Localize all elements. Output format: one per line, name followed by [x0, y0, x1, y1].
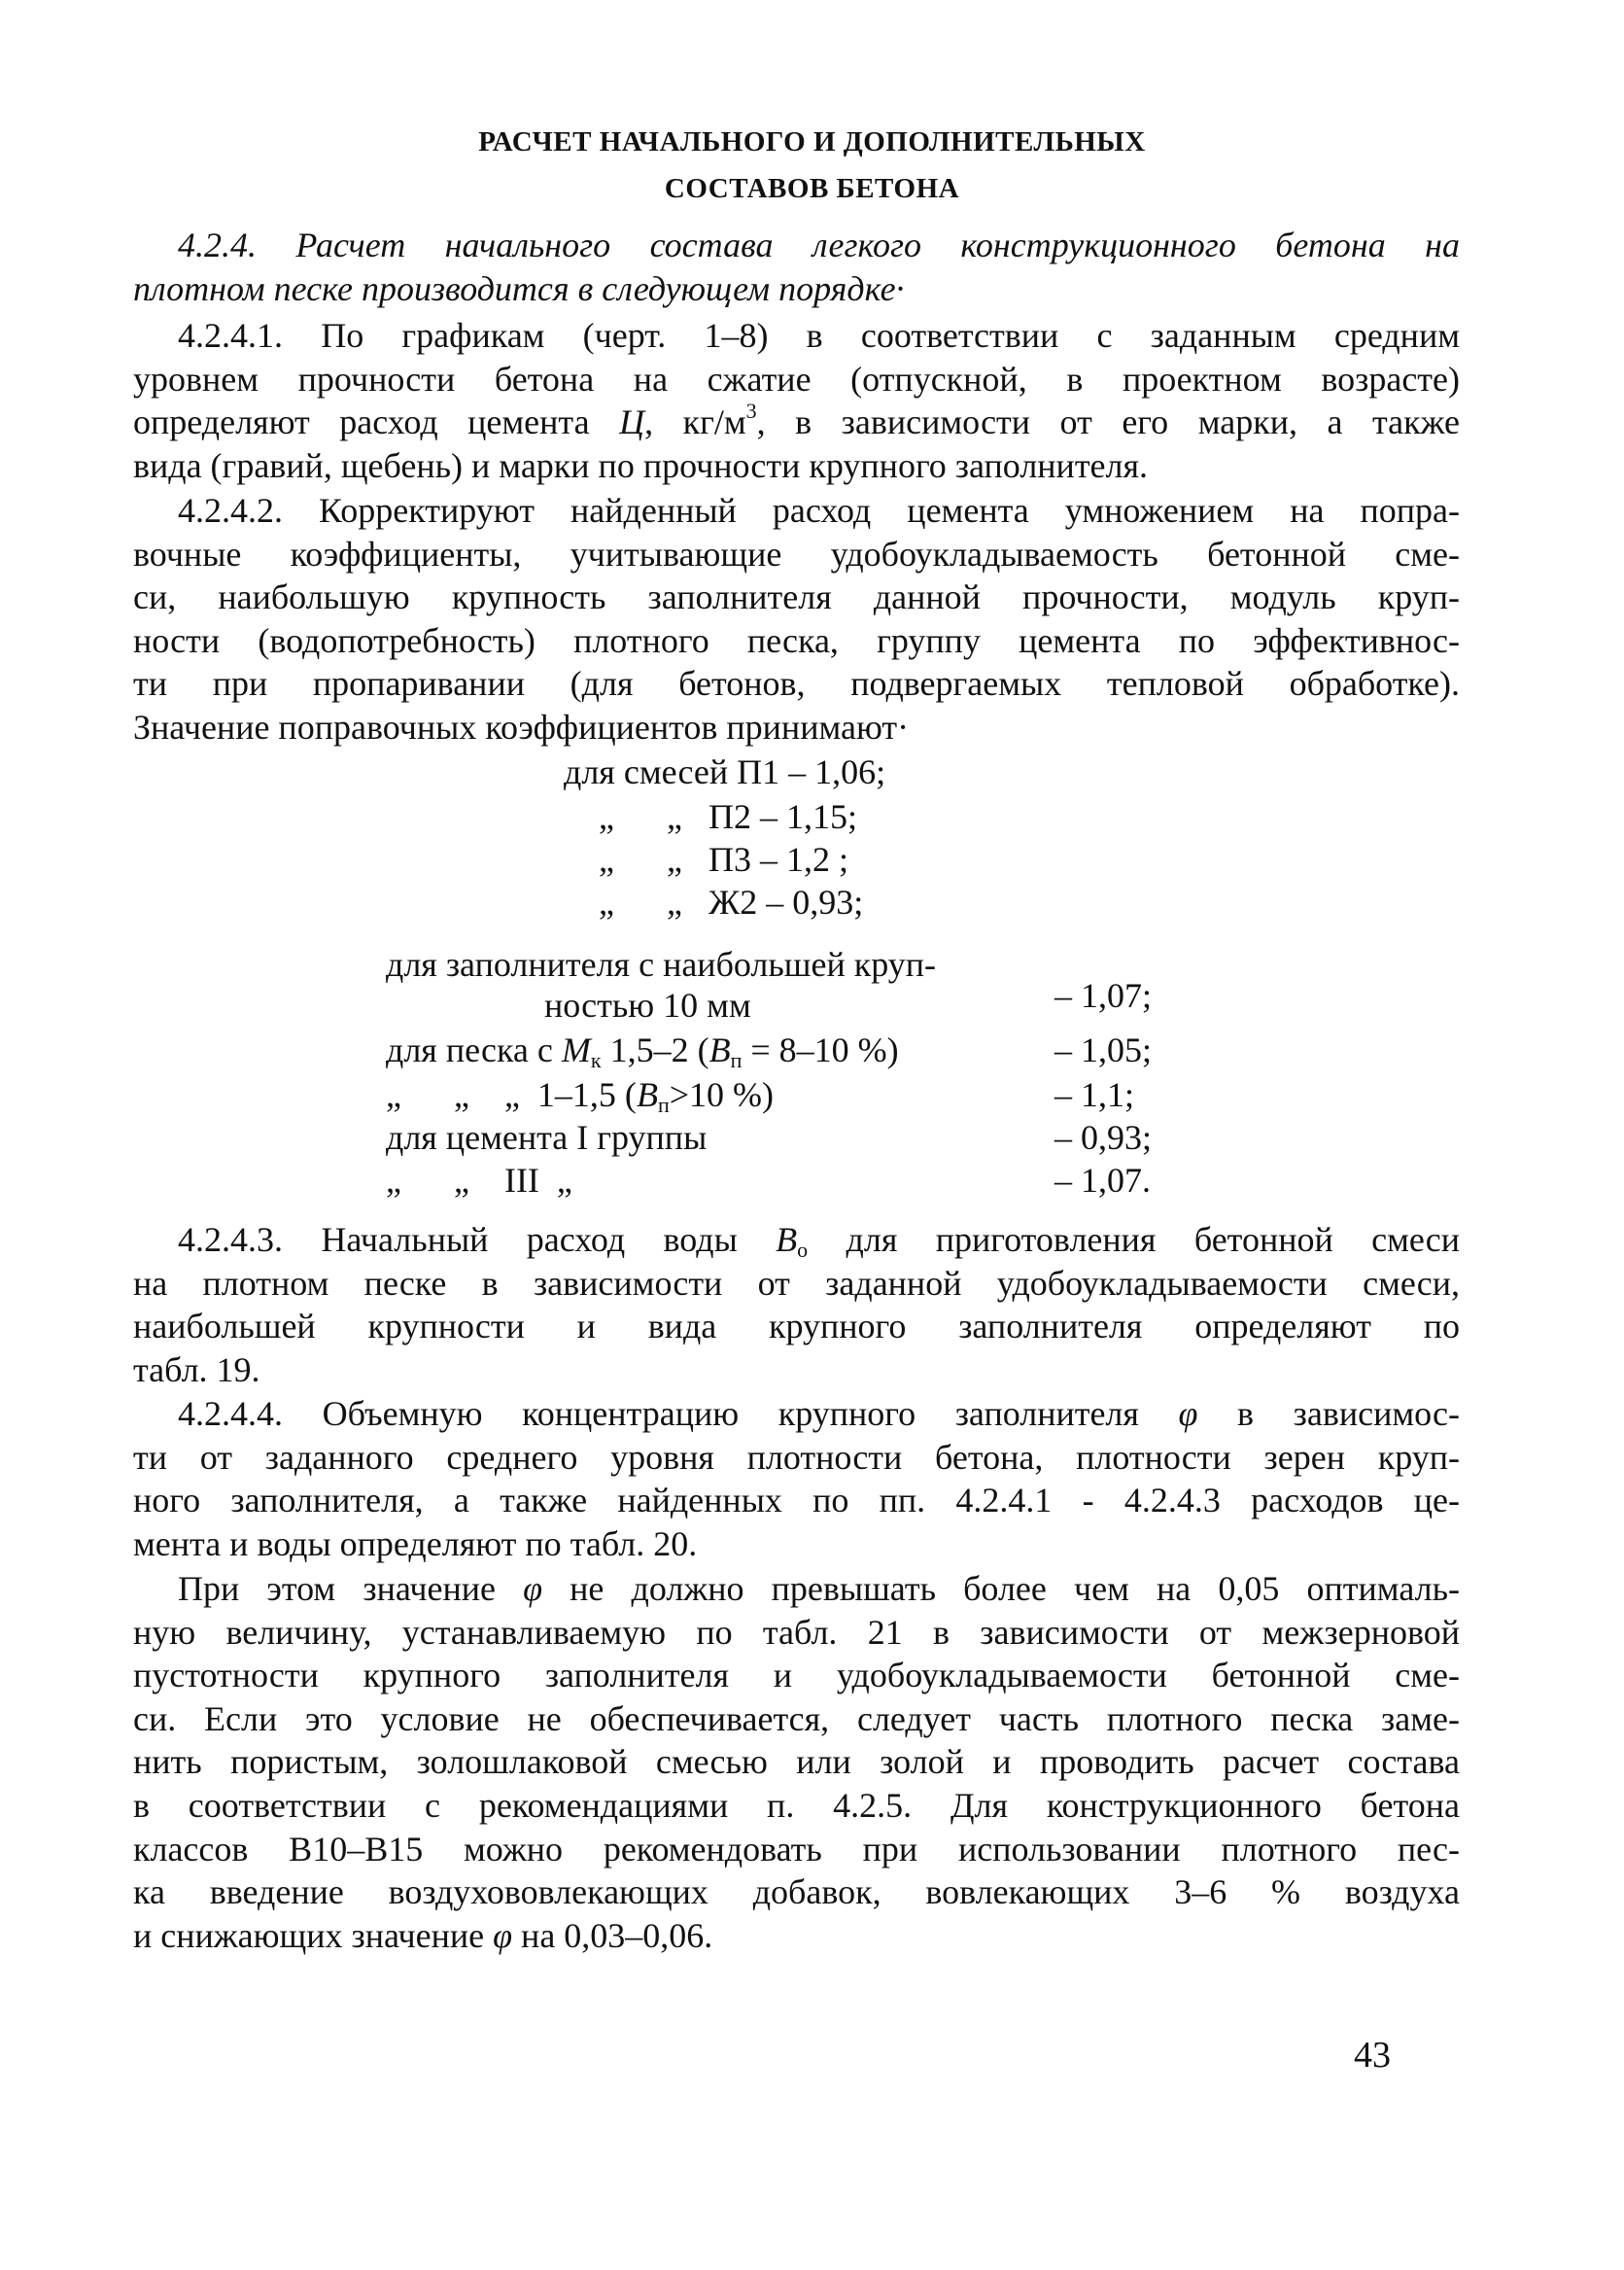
paragraph-4-2-4-1	[133, 314, 1460, 487]
coef-value: – 1,05;	[1054, 1030, 1153, 1069]
text-fragment: для песка с	[386, 1030, 562, 1069]
text-fragment: и снижающих значение	[133, 1915, 494, 1955]
symbol-water-demand: В	[636, 1075, 658, 1114]
text-line: пустотности крупного заполнителя и удобоукладываемости бетонной сме-	[133, 1656, 1460, 1695]
text-line: ти от заданного среднего уровня плотности бетона, плотности зерен круп-	[133, 1437, 1460, 1477]
heading-line-2: СОСТАВОВ БЕТОНА	[664, 173, 960, 204]
text-line: табл. 19.	[133, 1349, 260, 1389]
text-fragment: = 8–10 %)	[742, 1030, 899, 1069]
mix-row: для смесей П1 – 1,06;	[564, 752, 886, 791]
mix-row: „ „ П3 – 1,2 ;	[564, 840, 848, 879]
text-line: вочные коэффициенты, учитывающие удобоукладываемость бетонной сме-	[133, 534, 1460, 574]
text-line: 4.2.4.1. По графикам (черт. 1–8) в соответствии с заданным средним	[178, 316, 1460, 355]
text-line: наибольшей крупности и вида крупного заполнителя определяют по	[133, 1307, 1460, 1346]
paragraph-4-2-4-4	[133, 1392, 1460, 1565]
text-fragment: , кг/м	[644, 402, 746, 442]
text-fragment: 4.2.4.3. Начальный расход воды	[178, 1220, 777, 1259]
coef-value: – 1,07.	[1054, 1161, 1151, 1200]
mix-row: „ „ П2 – 1,15;	[564, 797, 857, 836]
symbol-cement: Ц	[619, 402, 645, 442]
text-fragment: в зависимос-	[1197, 1394, 1460, 1433]
text-line: 4.2.4. Расчет начального состава легкого конструкционного бетона на	[178, 226, 1460, 264]
text-line: классов В10–В15 можно рекомендовать при использовании плотного пес-	[133, 1829, 1460, 1868]
text-line: на плотном песке в зависимости от заданной удобоукладываемости смеси,	[133, 1263, 1460, 1303]
coef-label: „ „ III „	[386, 1161, 572, 1200]
symbol-fineness-modulus: М	[561, 1030, 591, 1069]
text-line: мента и воды определяют по табл. 20.	[133, 1523, 698, 1563]
coef-label: для заполнителя с наибольшей круп-	[386, 945, 937, 984]
symbol-water: В	[776, 1220, 798, 1259]
coef-label: для цемента I группы	[386, 1118, 708, 1157]
text-line: ную величину, устанавливаемую по табл. 21 в зависимости от межзерновой	[133, 1612, 1460, 1652]
text-line: ка введение воздухововлекающих добавок, вовлекающих 3–6 % воздуха	[133, 1872, 1460, 1912]
coef-label	[386, 1073, 774, 1116]
symbol-water-demand: В	[708, 1030, 731, 1069]
text-line: си. Если это условие не обеспечивается, следует часть плотного песка заме-	[133, 1698, 1460, 1738]
paragraph-4-2-4-3	[133, 1218, 1460, 1391]
paragraph-4-2-4-2	[133, 489, 1460, 750]
text-line: 4.2.4.2. Корректируют найденный расход цемента умножением на попра-	[178, 491, 1460, 530]
text-fragment: 1,5–2 (	[601, 1030, 709, 1069]
text-fragment: 4.2.4.4. Объемную концентрацию крупного заполнителя	[178, 1394, 1179, 1433]
text-line	[133, 1914, 1460, 1958]
coef-label: ностью 10 мм	[544, 986, 751, 1025]
text-line	[133, 1218, 1460, 1262]
text-line: ти при пропаривании (для бетонов, подвергаемых тепловой обработке).	[133, 664, 1460, 704]
coef-value: – 1,1;	[1054, 1075, 1135, 1114]
text-line: ности (водопотребность) плотного песка, группу цемента по эффективнос-	[133, 620, 1460, 660]
text-fragment: для приготовления бетонной смеси	[808, 1220, 1460, 1259]
section-4-2-4	[133, 224, 1460, 310]
text-fragment: >10 %)	[669, 1075, 774, 1114]
subscript: к	[590, 1048, 602, 1072]
subscript: п	[730, 1048, 743, 1072]
text-line: си, наибольшую крупность заполнителя данной прочности, модуль круп-	[133, 577, 1460, 617]
heading-line-1: РАСЧЕТ НАЧАЛЬНОГО И ДОПОЛНИТЕЛЬНЫХ	[478, 126, 1146, 157]
text-line: уровнем прочности бетона на сжатие (отпускной, в проектном возрасте)	[133, 359, 1460, 399]
text-line: нить пористым, золошлаковой смесью или золой и проводить расчет состава	[133, 1742, 1460, 1782]
text-fragment: , в зависимости от его марки, а также	[756, 402, 1460, 442]
mix-row: „ „ Ж2 – 0,93;	[564, 883, 864, 922]
text-line	[133, 401, 1460, 444]
text-fragment: не должно превышать более чем на 0,05 оптималь-	[542, 1569, 1461, 1608]
text-fragment: При этом значение	[178, 1569, 524, 1608]
page-number: 43	[1354, 2035, 1391, 2076]
text-line: плотном песке производится в следующем порядке·	[133, 268, 905, 308]
text-fragment: определяют расход цемента	[133, 402, 620, 442]
symbol-phi: φ	[523, 1569, 543, 1608]
subscript: о	[797, 1238, 809, 1262]
coef-value: – 1,07;	[1054, 976, 1153, 1015]
text-fragment: на 0,03–0,06.	[512, 1915, 713, 1955]
text-fragment: „ „ „ 1–1,5 (	[386, 1075, 637, 1114]
paragraph-phi-condition	[133, 1567, 1460, 1957]
text-line: вида (гравий, щебень) и марки по прочности крупного заполнителя.	[133, 445, 1149, 485]
superscript: 3	[745, 399, 757, 424]
text-line	[133, 1567, 1460, 1611]
symbol-phi: φ	[1178, 1394, 1198, 1433]
coef-value: – 0,93;	[1054, 1118, 1153, 1157]
coef-label	[386, 1029, 899, 1071]
text-line: ного заполнителя, а также найденных по пп. 4.2.4.1 - 4.2.4.3 расходов це-	[133, 1481, 1460, 1520]
text-line	[133, 1392, 1460, 1436]
subscript: п	[657, 1093, 670, 1117]
text-line: в соответствии с рекомендациями п. 4.2.5. Для конструкционного бетона	[133, 1785, 1460, 1825]
symbol-phi: φ	[493, 1915, 513, 1955]
text-line: Значение поправочных коэффициентов принимают·	[133, 707, 910, 747]
